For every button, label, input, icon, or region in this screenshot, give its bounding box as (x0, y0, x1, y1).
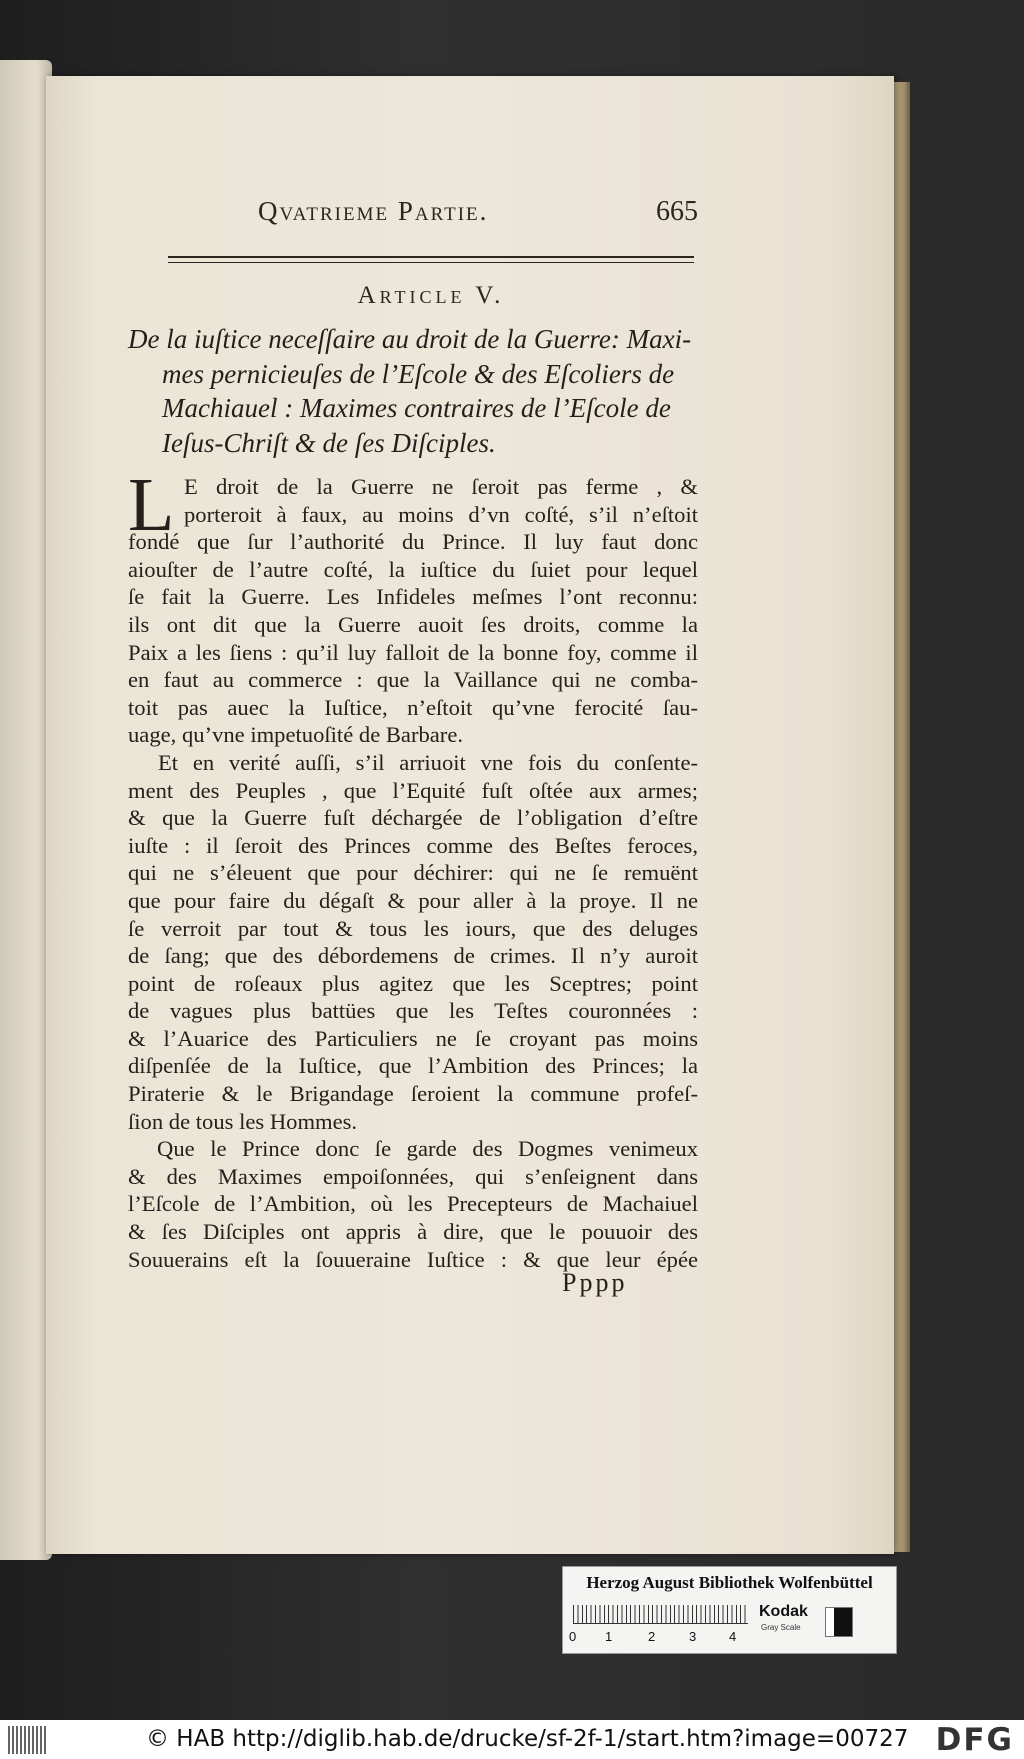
gray-scale-label: Gray Scale (761, 1623, 801, 1632)
text-line: toit pas auec la Iuſtice, n’eſtoit qu’vne ferocité ſau- (128, 694, 698, 720)
text-line: ils ont dit que la Guerre auoit ſes droits, comme la (128, 611, 698, 637)
footer-bar (0, 1720, 1024, 1759)
ruler-scale (573, 1605, 748, 1624)
subtitle-line: mes pernicieuſes de l’Eſcole & des Eſcoliers de (162, 358, 675, 389)
color-checker-title: Herzog August Bibliothek Wolfenbüttel (586, 1573, 873, 1592)
text-line: Paix a les ſiens : qu’il luy falloit de la bonne foy, comme il (128, 639, 698, 665)
color-checker-card (562, 1566, 897, 1654)
barcode-icon (8, 1726, 46, 1754)
text-line: uage, qu’vne impetuoſité de Barbare. (128, 722, 464, 748)
running-head: Qvatrieme Partie. (258, 196, 489, 226)
facing-page-edge (0, 60, 52, 1560)
kodak-brand: Kodak (759, 1603, 808, 1620)
text-line: & que la Guerre fuſt déchargée de l’obligation d’eſtre (128, 805, 698, 831)
subtitle-line: Ieſus-Chriſt & de ſes Diſciples. (162, 427, 496, 458)
ruler-numbers (569, 1629, 749, 1645)
text-line: Que le Prince donc ſe garde des Dogmes venimeux (157, 1136, 698, 1162)
text-line: de ſang; que des débordemens de crimes. Il n’y auroit (128, 943, 698, 969)
text-line: & l’Auarice des Particuliers ne ſe croyant pas moins (128, 1025, 698, 1051)
body-text (128, 463, 698, 1273)
page-header (258, 196, 698, 236)
text-line: point de roſeaux plus agitez que les Sceptres; point (128, 970, 698, 996)
text-line: qui ne s’éleuent que pour déchirer: qui ne ſe remuënt (128, 860, 698, 886)
text-line: ſion de tous les Hommes. (128, 1108, 358, 1134)
text-line: de vagues plus battües que les Teſtes couronnées : (128, 998, 698, 1024)
gray-swatch (825, 1607, 853, 1637)
text-line: diſpenſée de la Iuſtice, que l’Ambition des Princes; la (128, 1053, 698, 1079)
dfg-logo: DFG (935, 1722, 1014, 1758)
text-line: en faut au commerce : que la Vaillance qui ne comba- (128, 667, 698, 693)
text-line: porteroit à faux, au moins d’vn coſté, s’il n’eſtoit (184, 501, 698, 527)
page-number: 665 (656, 196, 698, 227)
catchword: Pppp (562, 1268, 628, 1297)
text-line: ſe fait la Guerre. Les Infideles meſmes l’ont reconnu: (128, 584, 698, 610)
text-line: E droit de la Guerre ne ſeroit pas ferme , & (184, 474, 698, 499)
ruler-number: 1 (605, 1629, 613, 1644)
article-subtitle (128, 322, 698, 460)
header-rule-thick (168, 256, 694, 258)
ruler-number: 4 (729, 1629, 737, 1644)
text-line: & ſes Diſciples ont appris à dire, que le pouuoir des (128, 1219, 698, 1245)
text-line: que pour faire du dégaſt & pour aller à la proye. Il ne (128, 887, 698, 913)
subtitle-line: Machiauel : Maximes contraires de l’Eſcole de (162, 393, 671, 423)
text-line: l’Eſcole de l’Ambition, où les Precepteurs de Machaiuel (128, 1191, 698, 1217)
text-line: iuſte : il ſeroit des Princes comme des Beſtes feroces, (128, 832, 698, 858)
footer-citation: © HAB http://diglib.hab.de/drucke/sf-2f-1/start.htm?image=00727 (146, 1726, 909, 1752)
subtitle-line: De la iuſtice neceſſaire au droit de la Guerre: Maxi- (128, 324, 692, 354)
text-line: aiouſter de l’autre coſté, la iuſtice du ſuiet pour lequel (128, 556, 698, 582)
text-line: ment des Peuples , que l’Equité fuſt oſtée aux armes; (128, 777, 698, 803)
ruler-number: 2 (648, 1629, 656, 1644)
article-heading: Article V. (357, 282, 505, 309)
text-line: Et en verité auſſi, s’il arriuoit vne fois du conſente- (158, 749, 698, 775)
header-rule-thin (168, 262, 694, 263)
ruler-number: 3 (689, 1629, 697, 1644)
text-line: fondé que ſur l’authorité du Prince. Il luy faut donc (128, 529, 698, 555)
text-line: & des Maximes empoiſonnées, qui s’enſeignent dans (128, 1163, 698, 1189)
drop-cap: L (128, 463, 175, 547)
text-line: Souuerains eſt la ſouueraine Iuſtice : & que leur épée (128, 1246, 698, 1272)
text-line: Piraterie & le Brigandage ſeroient la commune profeſ- (128, 1081, 698, 1107)
ruler-number: 0 (569, 1629, 577, 1644)
text-line: ſe verroit par tout & tous les iours, que des deluges (128, 915, 698, 941)
